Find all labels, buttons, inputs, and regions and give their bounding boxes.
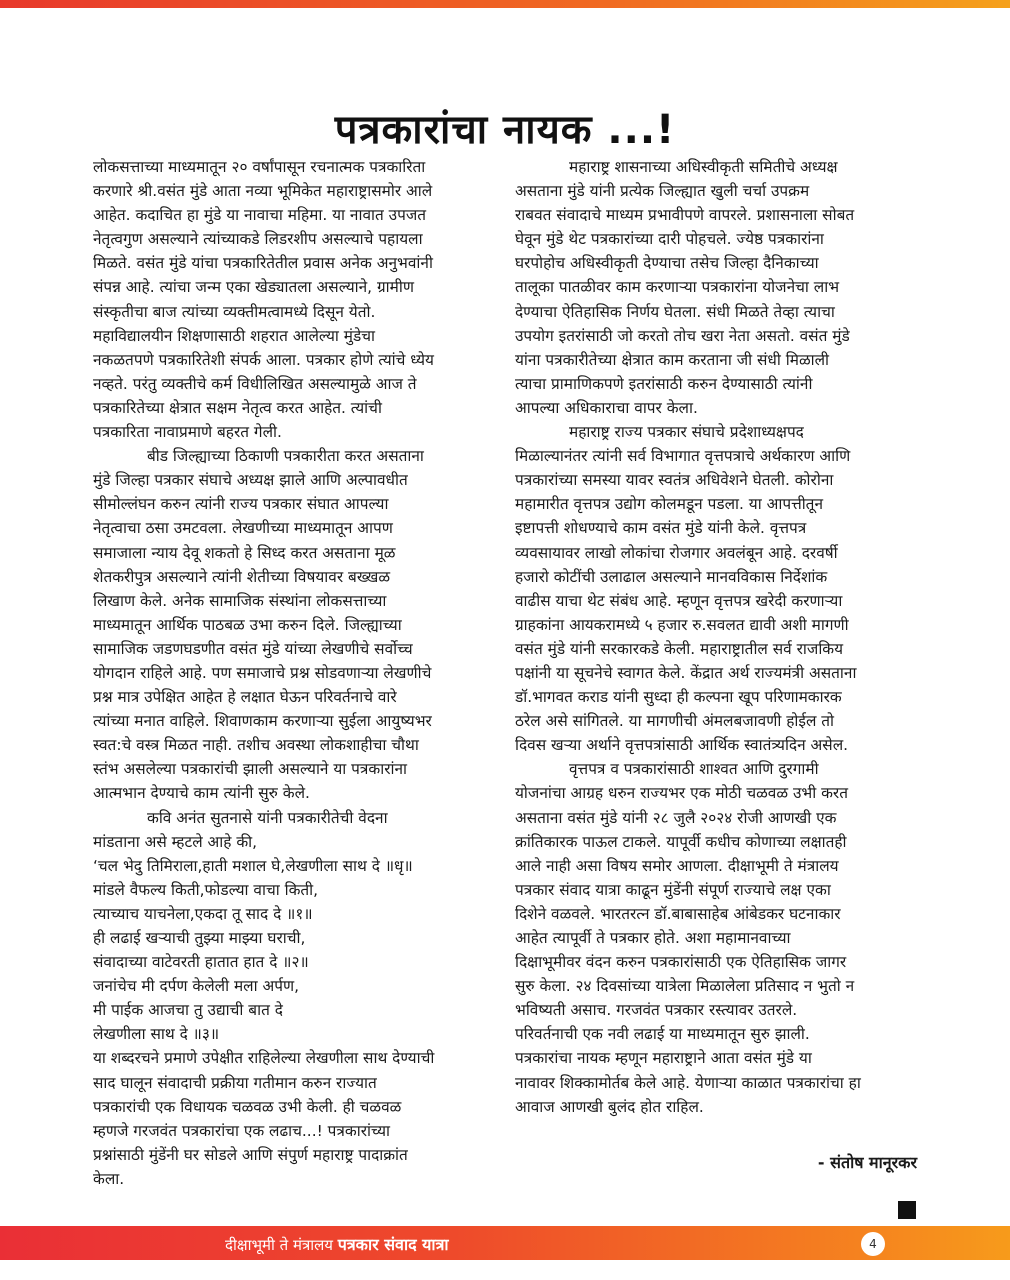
text-line: दिक्षाभूमीवर वंदन करुन पत्रकारांसाठी एक ऐतिहासिक जागर — [515, 953, 847, 972]
text-line: माध्यमातून आर्थिक पाठबळ उभा करुन दिले. जिल्ह्याच्या — [93, 615, 402, 634]
text-line: प्रश्नांसाठी मुंडेंनी घर सोडले आणि संपुर्ण महाराष्ट्र पादाक्रांत — [93, 1145, 408, 1164]
text-line: आपल्या अधिकाराचा वापर केला. — [515, 398, 698, 417]
right-paragraph-3 — [515, 757, 917, 1118]
text-line: ग्राहकांना आयकरामध्ये ५ हजार रु.सवलत द्यावी अशी मागणी — [515, 615, 849, 634]
text-line: साद घालून संवादाची प्रक्रीया गतीमान करुन राज्यात — [93, 1073, 377, 1092]
text-line: त्यांच्या मनात वाहिले. शिवाणकाम करणाऱ्या सुईला आयुष्यभर — [93, 712, 432, 731]
text-line: जनांचेच मी दर्पण केलेली मला अर्पण, — [93, 977, 300, 996]
left-paragraph-4 — [93, 1046, 501, 1191]
left-paragraph-3 — [93, 806, 501, 854]
text-line: लिखाण केले. अनेक सामाजिक संस्थांना लोकसत्ताच्या — [93, 591, 387, 610]
text-line: त्याच्याच याचनेला,एकदा तू साद दे ॥१॥ — [93, 904, 313, 923]
text-line: डॉ.भागवत कराड यांनी सुध्दा ही कल्पना खूप परिणामकारक — [515, 688, 842, 707]
text-line: योगदान राहिले आहे. पण समाजाचे प्रश्न सोडवणाऱ्या लेखणीचे — [93, 663, 432, 682]
text-line: करणारे श्री.वसंत मुंडे आता नव्या भूमिकेत महाराष्ट्रासमोर आले — [93, 182, 433, 201]
text-line: सीमोल्लंघन करुन त्यांनी राज्य पत्रकार संघात आपल्या — [93, 495, 389, 514]
text-line: स्तंभ असलेल्या पत्रकारांची झाली असल्याने या पत्रकारांना — [93, 760, 408, 779]
left-paragraph-2 — [93, 444, 501, 805]
right-paragraph-2 — [515, 420, 917, 757]
text-line: असताना वसंत मुंडे यांनी २८ जुलै २०२४ रोजी आणखी एक — [515, 808, 837, 827]
text-line: उपयोग इतरांसाठी जो करतो तोच खरा नेता असतो. वसंत मुंडे — [515, 326, 850, 345]
text-line: पत्रकारांचा नायक म्हणून महाराष्ट्राने आता वसंत मुंडे या — [515, 1049, 812, 1068]
text-line: हजारो कोटींची उलाढाल असल्याने मानवविकास निर्देशांक — [515, 567, 828, 586]
text-line: आहेत. कदाचित हा मुंडे या नावाचा महिमा. या नावात उपजत — [93, 206, 427, 225]
text-line: मिळते. वसंत मुंडे यांचा पत्रकारितेतील प्रवास अनेक अनुभवांनी — [93, 254, 433, 273]
text-line: आहेत त्यापूर्वी ते पत्रकार होते. अशा महामानवाच्या — [515, 929, 791, 947]
footer-bar — [0, 1226, 1010, 1260]
text-line: क्रांतिकारक पाऊल टाकले. यापूर्वी कधीच कोणाच्या लक्षातही — [515, 832, 847, 851]
text-line: आले नाही असा विषय समोर आणला. दीक्षाभूमी ते मंत्रालय — [515, 856, 839, 875]
article-title: पत्रकारांचा नायक ...! — [334, 107, 676, 153]
text-line: संपन्न आहे. त्यांचा जन्म एका खेड्यातला असल्याने, ग्रामीण — [93, 278, 414, 297]
left-paragraph-1 — [93, 155, 501, 444]
footer-caption — [225, 1233, 449, 1255]
text-line: नकळतपणे पत्रकारितेशी संपर्क आला. पत्रकार होणे त्यांचे ध्येय — [93, 350, 434, 369]
text-line: शेतकरीपुत्र असल्याने त्यांनी शेतीच्या विषयावर बख्खळ — [93, 567, 391, 586]
text-line: या शब्दरचने प्रमाणे उपेक्षीत राहिलेल्या लेखणीला साथ देण्याची — [93, 1049, 435, 1068]
text-line: मिळाल्यानंतर त्यांनी सर्व विभागात वृत्तपत्राचे अर्थकारण आणि — [515, 447, 851, 466]
text-line: पत्रकारांची एक विधायक चळवळ उभी केली. ही चळवळ — [93, 1097, 402, 1116]
text-line: आवाज आणखी बुलंद होत राहिल. — [515, 1097, 704, 1116]
text-line: लेखणीला साथ दे ॥३॥ — [93, 1025, 220, 1044]
text-line: त्याचा प्रामाणिकपणे इतरांसाठी करुन देण्यासाठी त्यांनी — [515, 374, 813, 393]
text-line: महाराष्ट्र राज्य पत्रकार संघाचे प्रदेशाध्यक्षपद — [569, 423, 804, 442]
text-line: वृत्तपत्र व पत्रकारांसाठी शाश्वत आणि दुरगामी — [569, 760, 819, 779]
text-line: नेतृत्वगुण असल्याने त्यांच्याकडे लिडरशीप असल्याचे पहायला — [93, 230, 423, 249]
text-line: बीड जिल्ह्याच्या ठिकाणी पत्रकारीता करत असताना — [147, 447, 424, 466]
text-line: स्वत:चे वस्त्र मिळत नाही. तशीच अवस्था लोकशाहीचा चौथा — [93, 736, 419, 755]
text-line: ठरेल असे सांगितले. या मागणीची अंमलबजावणी होईल तो — [515, 712, 835, 731]
end-of-article-square — [898, 1201, 916, 1219]
text-line: प्रश्न मात्र उपेक्षित आहेत हे लक्षात घेऊन परिवर्तनाचे वारे — [93, 688, 397, 707]
page-number: 4 — [861, 1232, 885, 1256]
poem — [93, 854, 501, 1047]
text-line: समाजाला न्याय देवू शकतो हे सिध्द करत असताना मूळ — [93, 543, 396, 562]
text-line: भविष्यती असाच. गरजवंत पत्रकार रस्त्यावर उतरले. — [515, 1001, 798, 1020]
text-line: महाविद्यालयीन शिक्षणासाठी शहरात आलेल्या मुंडेचा — [93, 326, 375, 345]
top-accent-bar — [0, 0, 1010, 8]
text-line: वाढीस याचा थेट संबंध आहे. म्हणून वृत्तपत्र खरेदी करणाऱ्या — [515, 591, 843, 610]
text-line: नेतृत्वाचा ठसा उमटवला. लेखणीच्या माध्यमातून आपण — [93, 519, 393, 538]
text-line: सुरु केला. २४ दिवसांच्या यात्रेला मिळालेला प्रतिसाद न भुतो न — [515, 977, 855, 996]
text-line: ‘चल भेदु तिमिराला,हाती मशाल घे,लेखणीला साथ दे ॥धृ॥ — [93, 856, 413, 875]
text-line: राबवत संवादाचे माध्यम प्रभावीपणे वापरले. प्रशासनाला सोबत — [515, 206, 855, 225]
text-line: यांना पत्रकारीतेच्या क्षेत्रात काम करताना जी संधी मिळाली — [515, 350, 830, 369]
text-line: आत्मभान देण्याचे काम त्यांनी सुरु केले. — [93, 784, 310, 803]
text-line: लोकसत्ताच्या माध्यमातून २० वर्षांपासून रचनात्मक पत्रकारिता — [93, 158, 426, 176]
text-line: पत्रकारिता नावाप्रमाणे बहरत गेली. — [93, 423, 282, 442]
text-line: व्यवसायावर लाखो लोकांचा रोजगार अवलंबून आहे. दरवर्षी — [515, 543, 838, 562]
text-line: कवि अनंत सुतनासे यांनी पत्रकारीतेची वेदना — [147, 808, 388, 827]
text-line: मुंडे जिल्हा पत्रकार संघाचे अध्यक्ष झाले आणि अल्पावधीत — [93, 471, 408, 490]
left-column — [93, 155, 501, 1191]
text-line: मांडताना असे म्हटले आहे की, — [93, 832, 258, 851]
footer-highlight: पत्रकार संवाद यात्रा — [337, 1235, 449, 1254]
text-line: योजनांचा आग्रह धरुन राज्यभर एक मोठी चळवळ उभी करत — [515, 784, 848, 803]
text-line: दिशेने वळवले. भारतरत्न डॉ.बाबासाहेब आंबेडकर घटनाकार — [515, 904, 841, 923]
text-line: मी पाईक आजचा तु उद्याची बात दे — [93, 1001, 283, 1020]
right-paragraph-1 — [515, 155, 917, 420]
text-line: म्हणजे गरजवंत पत्रकारांचा एक लढाच...! पत्रकारांच्या — [93, 1121, 390, 1140]
text-line: संवादाच्या वाटेवरती हातात हात दे ॥२॥ — [93, 953, 309, 972]
text-line: केला. — [93, 1169, 125, 1188]
text-line: वसंत मुंडे यांनी सरकारकडे केली. महाराष्ट्रातील सर्व राजकिय — [515, 639, 844, 658]
text-line: देण्याचा ऐतिहासिक निर्णय घेतला. संधी मिळते तेव्हा त्याचा — [515, 302, 835, 321]
text-line: संस्कृतीचा बाज त्यांच्या व्यक्तीमत्वामध्ये दिसून येतो. — [93, 302, 376, 321]
footer-prefix: दीक्षाभूमी ते मंत्रालय — [225, 1236, 333, 1254]
author-signature: - संतोष मानूरकर — [817, 1153, 917, 1172]
text-line: नव्हते. परंतु व्यक्तीचे कर्म विधीलिखित असल्यामुळे आज ते — [93, 374, 417, 393]
right-column — [515, 155, 917, 1119]
text-line: घेवून मुंडे थेट पत्रकारांच्या दारी पोहचले. ज्येष्ठ पत्रकारांना — [515, 230, 824, 249]
text-line: पत्रकारितेच्या क्षेत्रात सक्षम नेतृत्व करत आहेत. त्यांची — [93, 398, 382, 417]
text-line: असताना मुंडे यांनी प्रत्येक जिल्ह्यात खुली चर्चा उपक्रम — [515, 182, 810, 201]
text-line: घरपोहोच अधिस्वीकृती देण्याचा तसेच जिल्हा दैनिकाच्या — [515, 254, 819, 273]
text-line: पत्रकार संवाद यात्रा काढून मुंडेंनी संपूर्ण राज्याचे लक्ष एका — [515, 880, 831, 899]
text-line: दिवस खऱ्या अर्थाने वृत्तपत्रांसाठी आर्थिक स्वातंत्र्यदिन असेल. — [515, 736, 849, 755]
text-line: पक्षांनी या सूचनेचे स्वागत केले. केंद्रात अर्थ राज्यमंत्री असताना — [515, 663, 857, 682]
text-line: महाराष्ट्र शासनाच्या अधिस्वीकृती समितीचे अध्यक्ष — [569, 158, 838, 176]
text-line: नावावर शिक्कामोर्तब केले आहे. येणाऱ्या काळात पत्रकारांचा हा — [515, 1073, 861, 1092]
text-line: इष्टापत्ती शोधण्याचे काम वसंत मुंडे यांनी केले. वृत्तपत्र — [515, 519, 807, 538]
text-line: ही लढाई खऱ्याची तुझ्या माझ्या घराची, — [93, 929, 306, 947]
text-line: महामारीत वृत्तपत्र उद्योग कोलमडून पडला. या आपत्तीतून — [515, 495, 823, 514]
text-line: पत्रकारांच्या समस्या यावर स्वतंत्र अधिवेशने घेतली. कोरोना — [515, 471, 834, 490]
text-line: मांडले वैफल्य किती,फोडल्या वाचा किती, — [93, 880, 319, 899]
text-line: तालूका पातळीवर काम करणाऱ्या पत्रकारांना योजनेचा लाभ — [515, 278, 840, 297]
text-line: परिवर्तनाची एक नवी लढाई या माध्यमातून सुरु झाली. — [515, 1025, 810, 1044]
text-line: सामाजिक जडणघडणीत वसंत मुंडे यांच्या लेखणीचे सर्वोच्च — [93, 639, 413, 658]
